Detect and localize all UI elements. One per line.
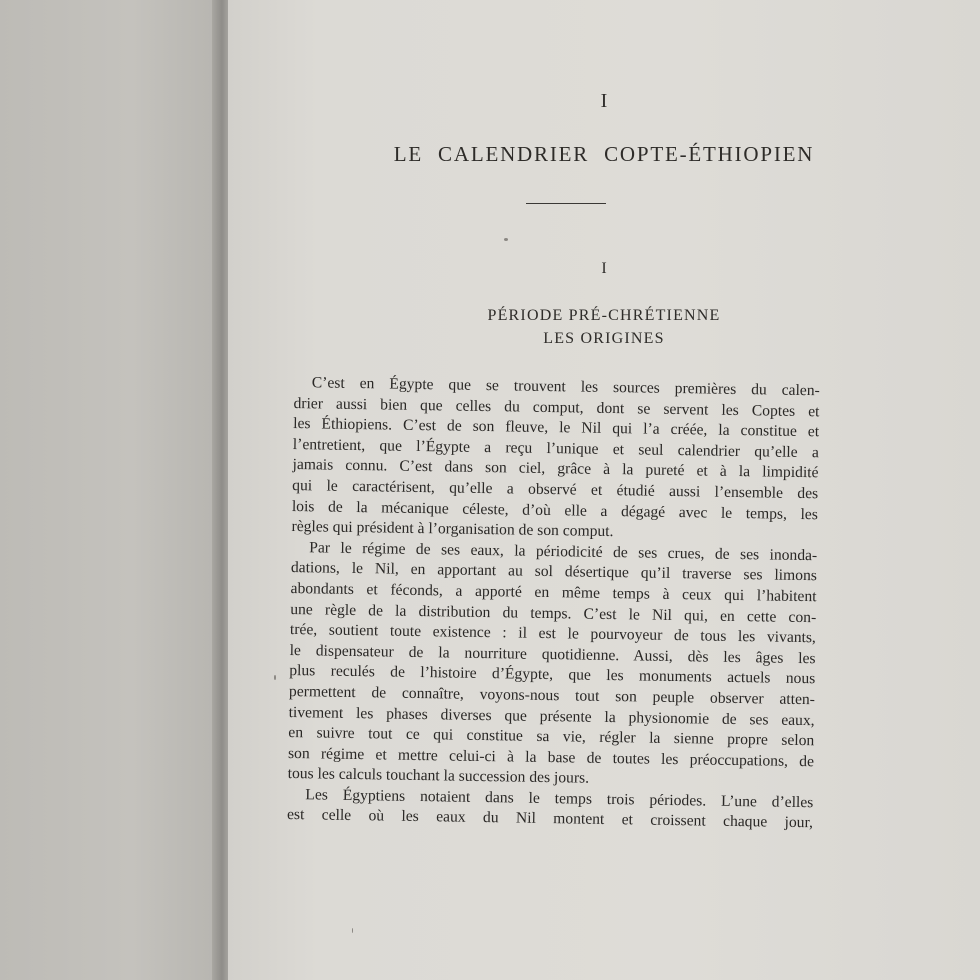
text-line: qui le caractérisent, qu’elle a observé et étudié aussi l’ensemble des <box>292 476 819 503</box>
text-line: jamais connu. C’est dans son ciel, grâce à la pureté et à la limpidité <box>292 456 819 482</box>
text-line: tous les calculs touchant la succession des jours. <box>287 765 590 787</box>
text-line: règles qui président à l’organisation de son comput. <box>291 518 614 541</box>
text-line: C’est en Égypte que se trouvent les sources premières du calen- <box>311 374 820 400</box>
text-line: dations, le Nil, en apportant au sol désertique qu’il traverse ses limons <box>290 559 818 585</box>
title-divider <box>526 203 606 204</box>
text-line: en suivre tout ce qui constitue sa vie, régler la sienne propre selon <box>288 724 815 750</box>
text-line: plus reculés de l’histoire d’Égypte, que les monuments actuels nous <box>289 662 816 688</box>
text-line: l’entretient, que l’Égypte a reçu l’unique et seul calendrier qu’elle a <box>292 435 819 462</box>
chapter-title: LE CALENDRIER COPTE-ÉTHIOPIEN <box>393 142 815 166</box>
text-line: abondants et féconds, a apporté en même temps à ceux qui l’habitent <box>290 579 817 606</box>
text-line: une règle de la distribution du temps. C’est le Nil qui, en cette con- <box>290 600 817 626</box>
text-line: lois de la mécanique céleste, d’où elle a dégagé avec le temps, les <box>291 497 818 523</box>
text-line: est celle où les eaux du Nil montent et croissent chaque jour, <box>286 806 814 832</box>
right-page <box>228 0 980 980</box>
section-subtitle-2: LES ORIGINES <box>543 330 665 347</box>
left-page <box>0 0 220 980</box>
text-line: son régime et mettre celui-ci à la base de toutes les préoccupations, de <box>287 744 815 770</box>
text-line: Par le régime de ses eaux, la périodicité de ses crues, de ses inonda- <box>309 539 818 564</box>
section-subtitle-1: PÉRIODE PRÉ-CHRÉTIENNE <box>487 307 721 324</box>
paper-speck <box>274 675 276 680</box>
paper-speck <box>504 238 508 241</box>
text-line: tivement les phases diverses que présente la physionomie de ses eaux, <box>288 703 815 729</box>
text-line: drier aussi bien que celles du comput, dont se servent les Coptes et <box>293 394 820 420</box>
text-line: permettent de connaître, voyons-nous tout son peuple observer atten- <box>288 682 816 709</box>
section-number: I <box>601 260 607 277</box>
text-line: trée, soutient toute existence : il est le pourvoyeur de tous les vivants, <box>289 621 817 647</box>
text-line: Les Égyptiens notaient dans le temps trois périodes. L’une d’elles <box>305 786 814 812</box>
paper-speck <box>352 928 353 933</box>
text-line: le dispensateur de la nourriture quotidienne. Aussi, dès les âges les <box>289 641 816 667</box>
text-line: les Éthiopiens. C’est de son fleuve, le Nil qui l’a créée, la constitue et <box>293 415 820 441</box>
body-text <box>287 373 820 834</box>
chapter-number: I <box>600 90 608 112</box>
